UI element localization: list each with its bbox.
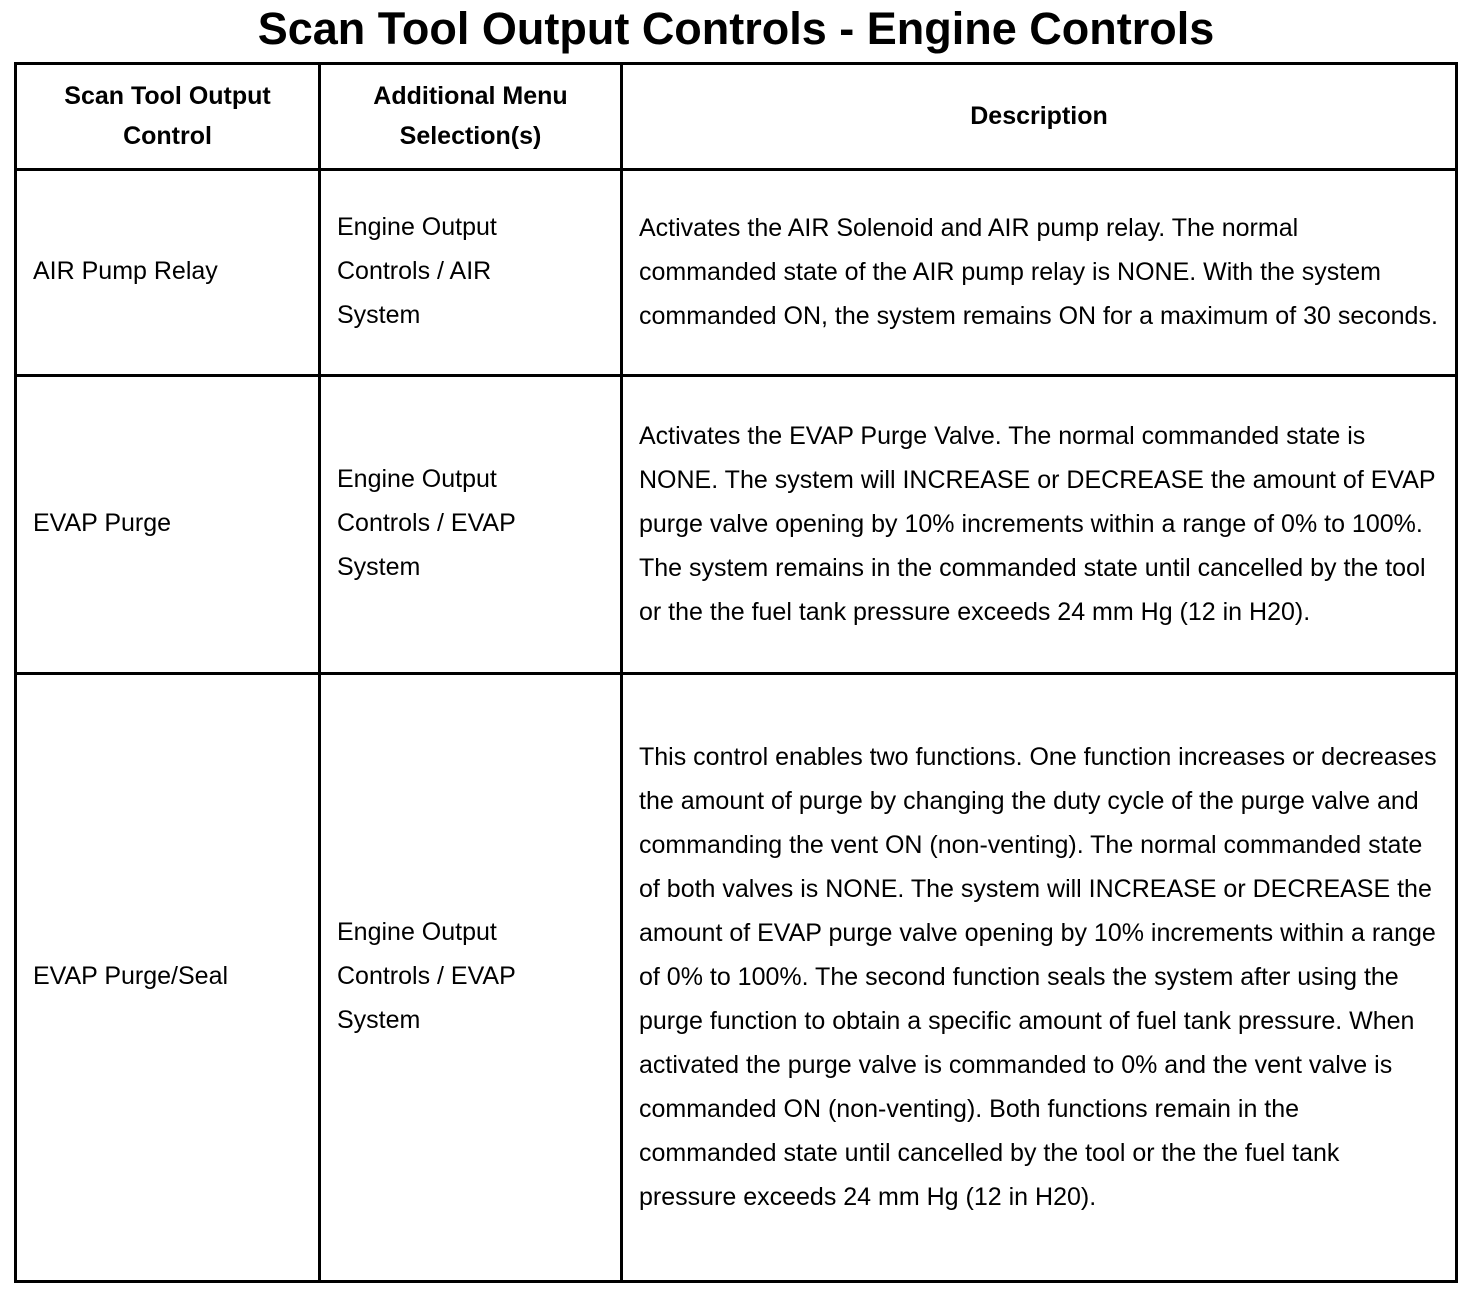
menu-line: Engine Output [337,918,497,947]
menu-selection [320,673,622,1281]
menu-selection [320,375,622,673]
menu-line: System [337,1005,421,1034]
menu-line: Engine Output [337,213,497,242]
table-row [16,169,1457,375]
menu-line: System [337,552,421,581]
control-description: Activates the EVAP Purge Valve. The normal commanded state is NONE. The system will INCREASE or DECREASE the amount of EVAP purge valve opening by 10% increments within a range of 0% to 100%. The system remains in the commanded state until cancelled by the tool or the the fuel tank pressure exceeds 24 mm Hg (12 in H20). [622,375,1457,673]
table-row [16,375,1457,673]
control-name: EVAP Purge [16,375,320,673]
menu-selection [320,169,622,375]
header-scan-tool-output-control: Scan Tool Output Control [16,63,320,169]
menu-line: Controls / AIR [337,257,492,286]
table-row [16,673,1457,1281]
menu-line: Engine Output [337,465,497,494]
menu-line: Controls / EVAP [337,509,516,538]
menu-line: System [337,300,421,329]
control-description: Activates the AIR Solenoid and AIR pump relay. The normal commanded state of the AIR pump relay is NONE. With the system commanded ON, the system remains ON for a maximum of 30 seconds. [622,169,1457,375]
control-name: AIR Pump Relay [16,169,320,375]
table-header [16,63,1457,169]
control-name: EVAP Purge/Seal [16,673,320,1281]
page-title: Scan Tool Output Controls - Engine Controls [257,3,1215,54]
header-description: Description [622,63,1457,169]
control-description: This control enables two functions. One function increases or decreases the amount of purge by changing the duty cycle of the purge valve and commanding the vent ON (non-venting). The normal commanded state of both valves is NONE. The system will INCREASE or DECREASE the amount of EVAP purge valve opening by 10% increments within a range of 0% to 100%. The second function seals the system after using the purge function to obtain a specific amount of fuel tank pressure. When activated the purge valve is commanded to 0% and the vent valve is commanded ON (non-venting). Both functions remain in the commanded state until cancelled by the tool or the the fuel tank pressure exceeds 24 mm Hg (12 in H20). [622,673,1457,1281]
menu-line: Controls / EVAP [337,962,516,991]
header-additional-menu-selections: Additional Menu Selection(s) [320,63,622,169]
output-controls-table [14,62,1458,1283]
